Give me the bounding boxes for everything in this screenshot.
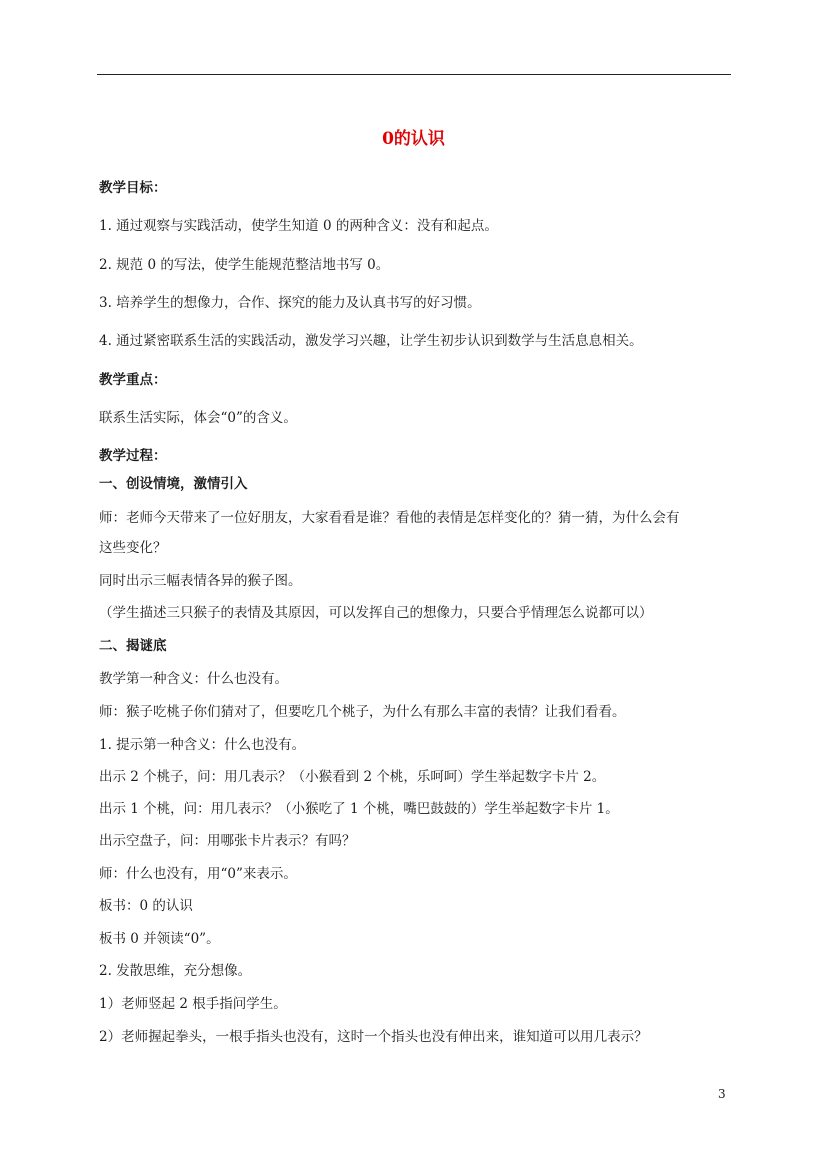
paragraph: 师：老师今天带来了一位好朋友，大家看看是谁？看他的表情是怎样变化的？猜一猜，为什么会有	[99, 510, 680, 526]
paragraph: 这些变化？	[99, 540, 167, 556]
paragraph: 教学第一种含义：什么也没有。	[99, 671, 288, 687]
goal-4: 4. 通过紧密联系生活的实践活动，激发学习兴趣，让学生初步认识到数学与生活息息相关。	[99, 333, 643, 349]
header-rule	[97, 74, 731, 75]
paragraph: 师：什么也没有，用“0”来表示。	[99, 866, 297, 882]
paragraph: 板书 0 并领读“0”。	[99, 931, 220, 947]
paragraph: 出示 2 个桃子，问：用几表示？（小猴看到 2 个桃，乐呵呵）学生举起数字卡片 2。	[99, 769, 606, 785]
paragraph: （学生描述三只猴子的表情及其原因，可以发挥自己的想像力，只要合乎情理怎么说都可以）	[99, 605, 653, 621]
key-point-text: 联系生活实际，体会“0”的含义。	[99, 410, 297, 426]
paragraph: 2）老师握起拳头，一根手指头也没有，这时一个指头也没有伸出来，谁知道可以用几表示？	[99, 1029, 648, 1045]
goal-2: 2. 规范 0 的写法，使学生能规范整洁地书写 0。	[99, 257, 390, 273]
heading-process: 教学过程：	[99, 448, 167, 464]
paragraph: 2. 发散思维，充分想像。	[99, 963, 252, 979]
heading-key-points: 教学重点：	[99, 372, 167, 388]
paragraph: 师：猴子吃桃子你们猜对了，但要吃几个桃子，为什么有那么丰富的表情？让我们看看。	[99, 704, 626, 720]
heading-teaching-goals: 教学目标：	[99, 180, 167, 196]
paragraph: 同时出示三幅表情各异的猴子图。	[99, 573, 302, 589]
section-1-heading: 一、创设情境，激情引入	[99, 476, 248, 492]
paragraph: 出示 1 个桃，问：用几表示？（小猴吃了 1 个桃，嘴巴鼓鼓的）学生举起数字卡片 1。	[99, 801, 619, 817]
section-2-heading: 二、揭谜底	[99, 638, 167, 654]
paragraph: 1）老师竖起 2 根手指问学生。	[99, 996, 287, 1012]
goal-1: 1. 通过观察与实践活动，使学生知道 0 的两种含义：没有和起点。	[99, 218, 498, 234]
paragraph: 出示空盘子，问：用哪张卡片表示？有吗？	[99, 833, 356, 849]
goal-3: 3. 培养学生的想像力，合作、探究的能力及认真书写的好习惯。	[99, 295, 481, 311]
paragraph: 1. 提示第一种含义：什么也没有。	[99, 737, 306, 753]
paragraph: 板书：0 的认识	[99, 898, 193, 914]
document-title: 0的认识	[382, 129, 445, 149]
page-number: 3	[718, 1087, 726, 1101]
